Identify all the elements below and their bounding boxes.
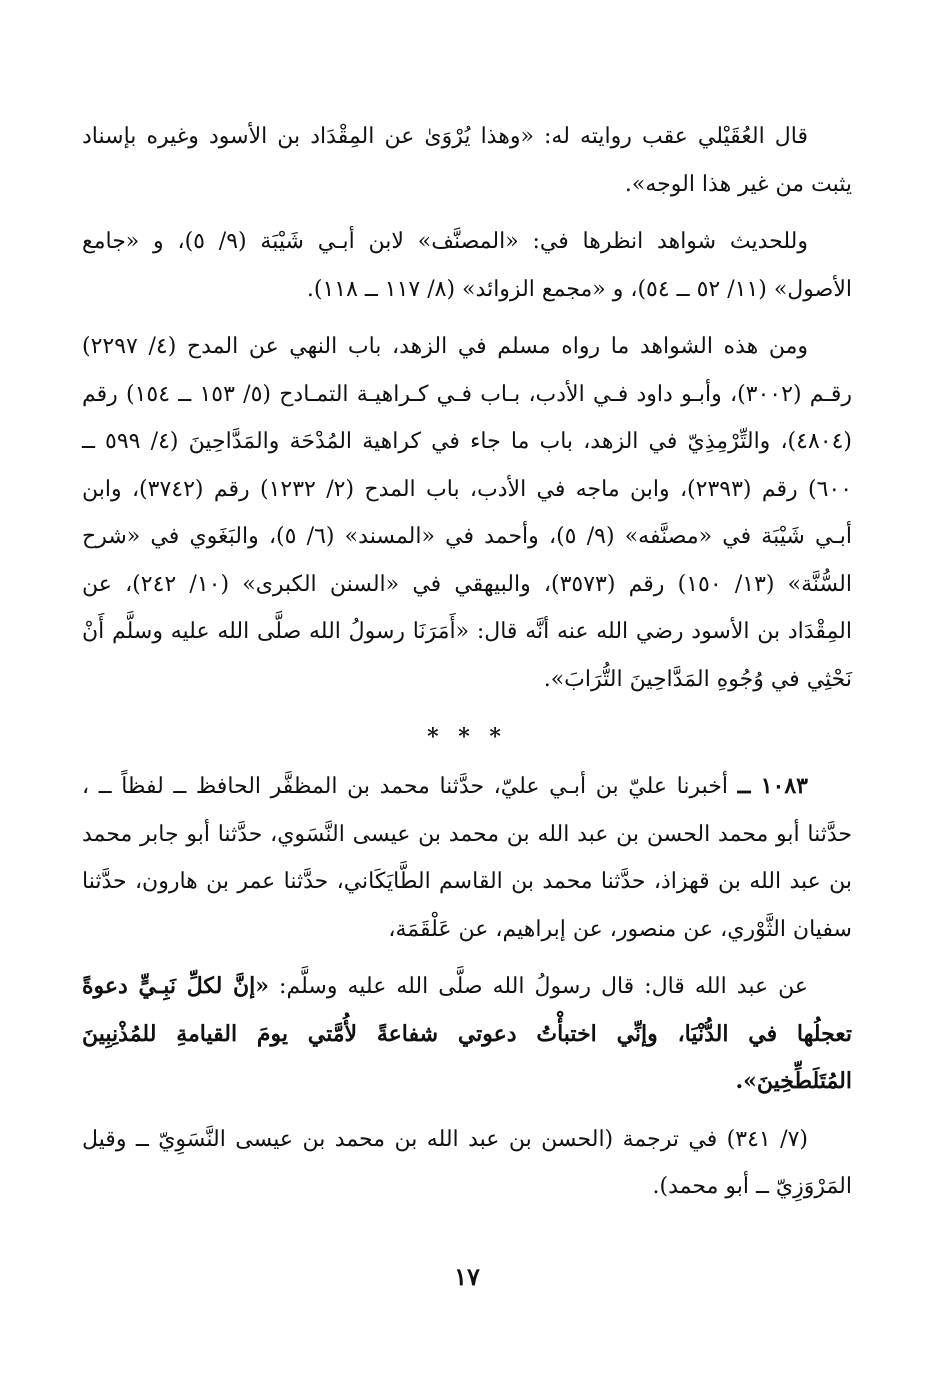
paragraph-hadith-isnad <box>82 763 852 953</box>
hadith-number: ١٠٨٣ ــ <box>737 773 808 799</box>
hadith-lead-text: عن عبد الله قال: قال رسولُ الله صلَّى الله عليه وسلَّم: <box>279 974 809 999</box>
paragraph-hadith-matn <box>82 963 852 1106</box>
paragraph-witnesses-sources: وللحديث شواهد انظرها في: «المصنَّف» لابن أبـي شَيْبَة (٩/ ٥)، و «جامع الأصول» (١١/ ٥٢ ــ ٥٤)، و «مجمع الزوائد» (٨/ ١١٧ ــ ١١٨). <box>82 229 852 302</box>
page-number: ١٧ <box>454 1262 480 1291</box>
paragraph-witnesses-detail: ومن هذه الشواهد ما رواه مسلم في الزهد، باب النهي عن المدح (٤/ ٢٢٩٧) رقـم (٣٠٠٢)، وأبـو داود فـي الأدب، بـاب فـي كـراهيـة التمـادح (٥/ ١٥٣ ــ ١٥٤) رقم (٤٨٠٤)، والتِّرْمِذِيّ في الزهد، باب ما جاء في كراهية المُدْحَة والمَدَّاحِينَ (٤/ ٥٩٩ ــ ٦٠٠) رقم (٢٣٩٣)، وابن ماجه في الأدب، باب المدح (٢/ ١٢٣٢) رقم (٣٧٤٢)، وابن أبـي شَيْبَة في «مصنَّفه» (٩/ ٥)، وأحمد في «المسند» (٦/ ٥)، والبَغَوي في «شرح السُّنَّة» (١٣/ ١٥٠) رقم (٣٥٧٣)، والبيهقي في «السنن الكبرى» (١٠/ ٢٤٢)، عن المِقْدَاد بن الأسود رضي الله عنه أنَّه قال: «أَمَرَنَا رسولُ الله صلَّى الله عليه وسلَّم أَنْ نَحْثِي في وُجُوهِ المَدَّاحِينَ التُّرَابَ». <box>82 334 853 692</box>
page-body <box>82 113 852 1211</box>
paragraph-reference-note: (٧/ ٣٤١) في ترجمة (الحسن بن عبد الله بن محمد بن عيسى النَّسَوِيّ ــ وقيل المَرْوَزِيّ ــ أبو محمد). <box>82 1126 852 1199</box>
paragraph-uqayli-comment: قال العُقَيْلي عقب روايته له: «وهذا يُرْوَىٰ عن المِقْدَاد بن الأسود وغيره بإسناد يثبت من غير هذا الوجه». <box>82 124 852 197</box>
hadith-isnad-text: أخبرنا عليّ بن أبـي عليّ، حدَّثنا محمد بن المظفَّر الحافظ ــ لفظاً ــ ، حدَّثنا أبو محمد الحسن بن عبد الله بن محمد بن عيسى النَّسَوي، حدَّثنا أبو جابر محمد بن عبد الله بن قهزاذ، حدَّثنا محمد بن القاسم الطَّايَكَاني، حدَّثنا عمر بن هارون، حدَّثنا سفيان الثَّوْري، عن منصور، عن إبراهيم، عن عَلْقَمَة، <box>82 774 852 942</box>
section-separator: * * * <box>427 724 507 750</box>
hadith-text: «إنَّ لكلِّ نَبِـيٍّ دعوةً تعجلُها في الدُّنْيَا، وإنِّي اختبأْتُ دعوتي شفاعةً لأُمَّتي يومَ القيامةِ للمُذْنِبِينَ المُتَلَطِّخِينَ». <box>82 973 852 1094</box>
